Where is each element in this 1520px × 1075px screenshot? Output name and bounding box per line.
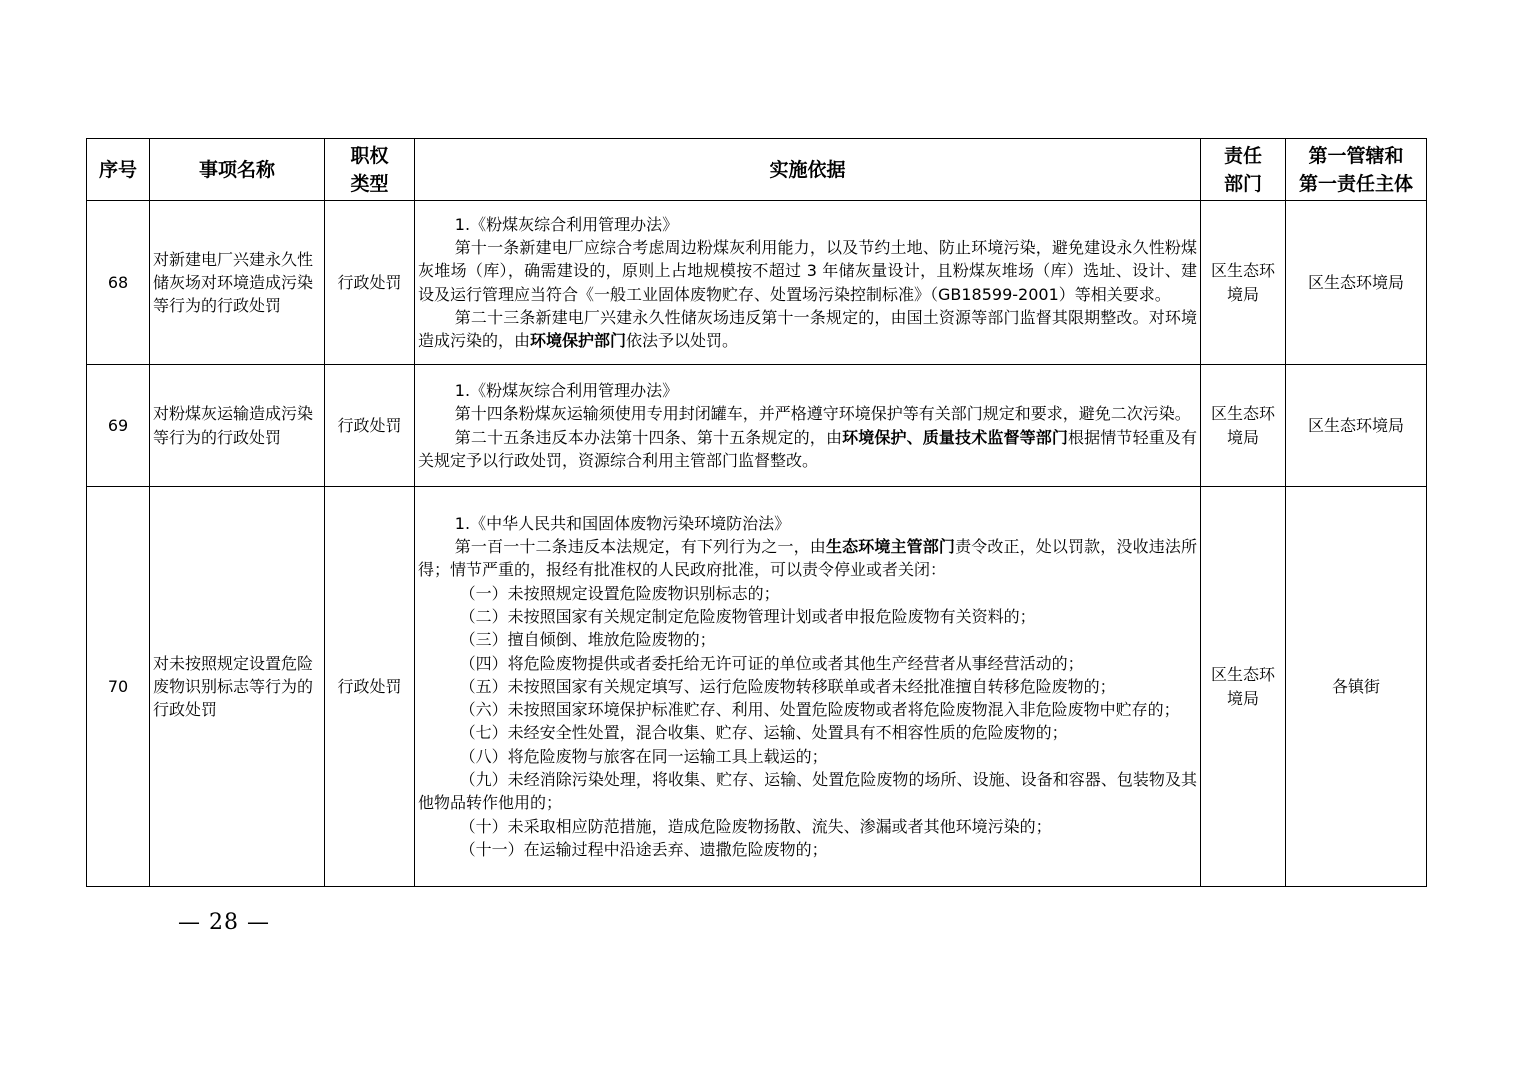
list-item: （七）未经安全性处置，混合收集、贮存、运输、处置具有不相容性质的危险废物的； [459,723,1068,743]
row-seq: 68 [87,201,150,365]
row-basis [415,201,1201,365]
row-name: 对未按照规定设置危险废物识别标志等行为的行政处罚 [150,487,325,887]
list-item: （五）未按照国家有关规定填写、运行危险废物转移联单或者未经批准擅自转移危险废物的； [459,676,1116,696]
header-basis: 实施依据 [415,139,1201,201]
list-item: （四）将危险废物提供或者委托给无许可证的单位或者其他生产经营者从事经营活动的； [459,653,1084,673]
row-dept: 区生态环境局 [1201,487,1286,887]
basis-text: 依法予以处罚。 [626,331,739,351]
page-number: — 28 — [178,910,270,935]
row-name: 对新建电厂兴建永久性储灰场对环境造成污染等行为的行政处罚 [150,201,325,365]
list-item: （六）未按照国家环境保护标准贮存、利用、处置危险废物或者将危险废物混入非危险废物中贮存的； [459,700,1180,720]
header-dept-line1: 责任 [1223,144,1262,167]
header-type-line1: 职权 [350,144,389,167]
basis-text: 责令改正，处以罚款，没收违法所得；情节严重的，报经有批准权的人民政府批准，可以责令停业或者关闭： [418,537,1197,580]
basis-paragraph: 第十一条新建电厂应综合考虑周边粉煤灰利用能力，以及节约土地、防止环境污染，避免建设永久性粉煤灰堆场（库），确需建设的，原则上占地规模按不超过 3 年储灰量设计，且粉煤灰堆场（库）选址、设计、建设及运行管理应当符合《一般工业固体废物贮存、处置场污染控制标准》（GB18599-2001）等相关要求。 [418,237,1197,304]
basis-bold-text: 生态环境主管部门 [825,537,956,557]
row-seq: 70 [87,487,150,887]
header-first [1286,139,1427,201]
header-dept-line2: 部门 [1223,172,1262,195]
header-dept [1201,139,1286,201]
row-seq: 69 [87,365,150,487]
row-dept: 区生态环境局 [1201,201,1286,365]
basis-paragraph [418,426,1197,473]
header-type-line2: 类型 [350,172,389,195]
basis-text: 第一百一十二条违反本法规定，有下列行为之一，由 [454,537,826,557]
table-row [87,365,1427,487]
list-item: （二）未按照国家有关规定制定危险废物管理计划或者申报危险废物有关资料的； [459,606,1036,626]
basis-bold-text: 环境保护、质量技术监督等部门 [842,427,1069,447]
law-title: 1.《粉煤灰综合利用管理办法》 [454,380,679,400]
row-name: 对粉煤灰运输造成污染等行为的行政处罚 [150,365,325,487]
basis-paragraph [418,535,1197,582]
list-item: （一）未按照规定设置危险废物识别标志的； [459,583,780,603]
list-item: （八）将危险废物与旅客在同一运输工具上载运的； [459,746,828,766]
table-row [87,487,1427,887]
law-title: 1.《粉煤灰综合利用管理办法》 [454,214,679,234]
header-seq: 序号 [87,139,150,201]
list-item: （九）未经消除污染处理，将收集、贮存、运输、处置危险废物的场所、设施、设备和容器、包装物及其他物品转作他用的； [418,770,1197,813]
basis-paragraph [418,306,1197,353]
responsibility-table [86,138,1427,887]
row-basis [415,487,1201,887]
header-type [325,139,415,201]
basis-bold-text: 环境保护部门 [530,331,627,351]
row-first: 区生态环境局 [1286,201,1427,365]
basis-paragraph: 第十四条粉煤灰运输须使用专用封闭罐车，并严格遵守环境保护等有关部门规定和要求，避免二次污染。 [454,404,1191,424]
table-header-row [87,139,1427,201]
row-first: 各镇街 [1286,487,1427,887]
header-name: 事项名称 [150,139,325,201]
row-type: 行政处罚 [325,487,415,887]
basis-text: 根据情节轻重及有关规定予以行政处罚，资源综合利用主管部门监督整改。 [418,427,1197,470]
basis-text: 第二十三条新建电厂兴建永久性储灰场违反第十一条规定的，由国土资源等部门监督其限期整改。对环境造成污染的，由 [418,307,1197,351]
law-title: 1.《中华人民共和国固体废物污染环境防治法》 [454,513,791,533]
header-first-line1: 第一管辖和 [1308,144,1404,167]
row-type: 行政处罚 [325,201,415,365]
header-first-line2: 第一责任主体 [1298,172,1413,195]
row-first: 区生态环境局 [1286,365,1427,487]
table-row [87,201,1427,365]
row-type: 行政处罚 [325,365,415,487]
basis-text: 第二十五条违反本办法第十四条、第十五条规定的，由 [454,427,843,447]
list-item: （十一）在运输过程中沿途丢弃、遗撒危险废物的； [459,839,828,859]
row-dept: 区生态环境局 [1201,365,1286,487]
row-basis [415,365,1201,487]
list-item: （十）未采取相应防范措施，造成危险废物扬散、流失、渗漏或者其他环境污染的； [459,816,1052,836]
list-item: （三）擅自倾倒、堆放危险废物的； [459,630,716,650]
